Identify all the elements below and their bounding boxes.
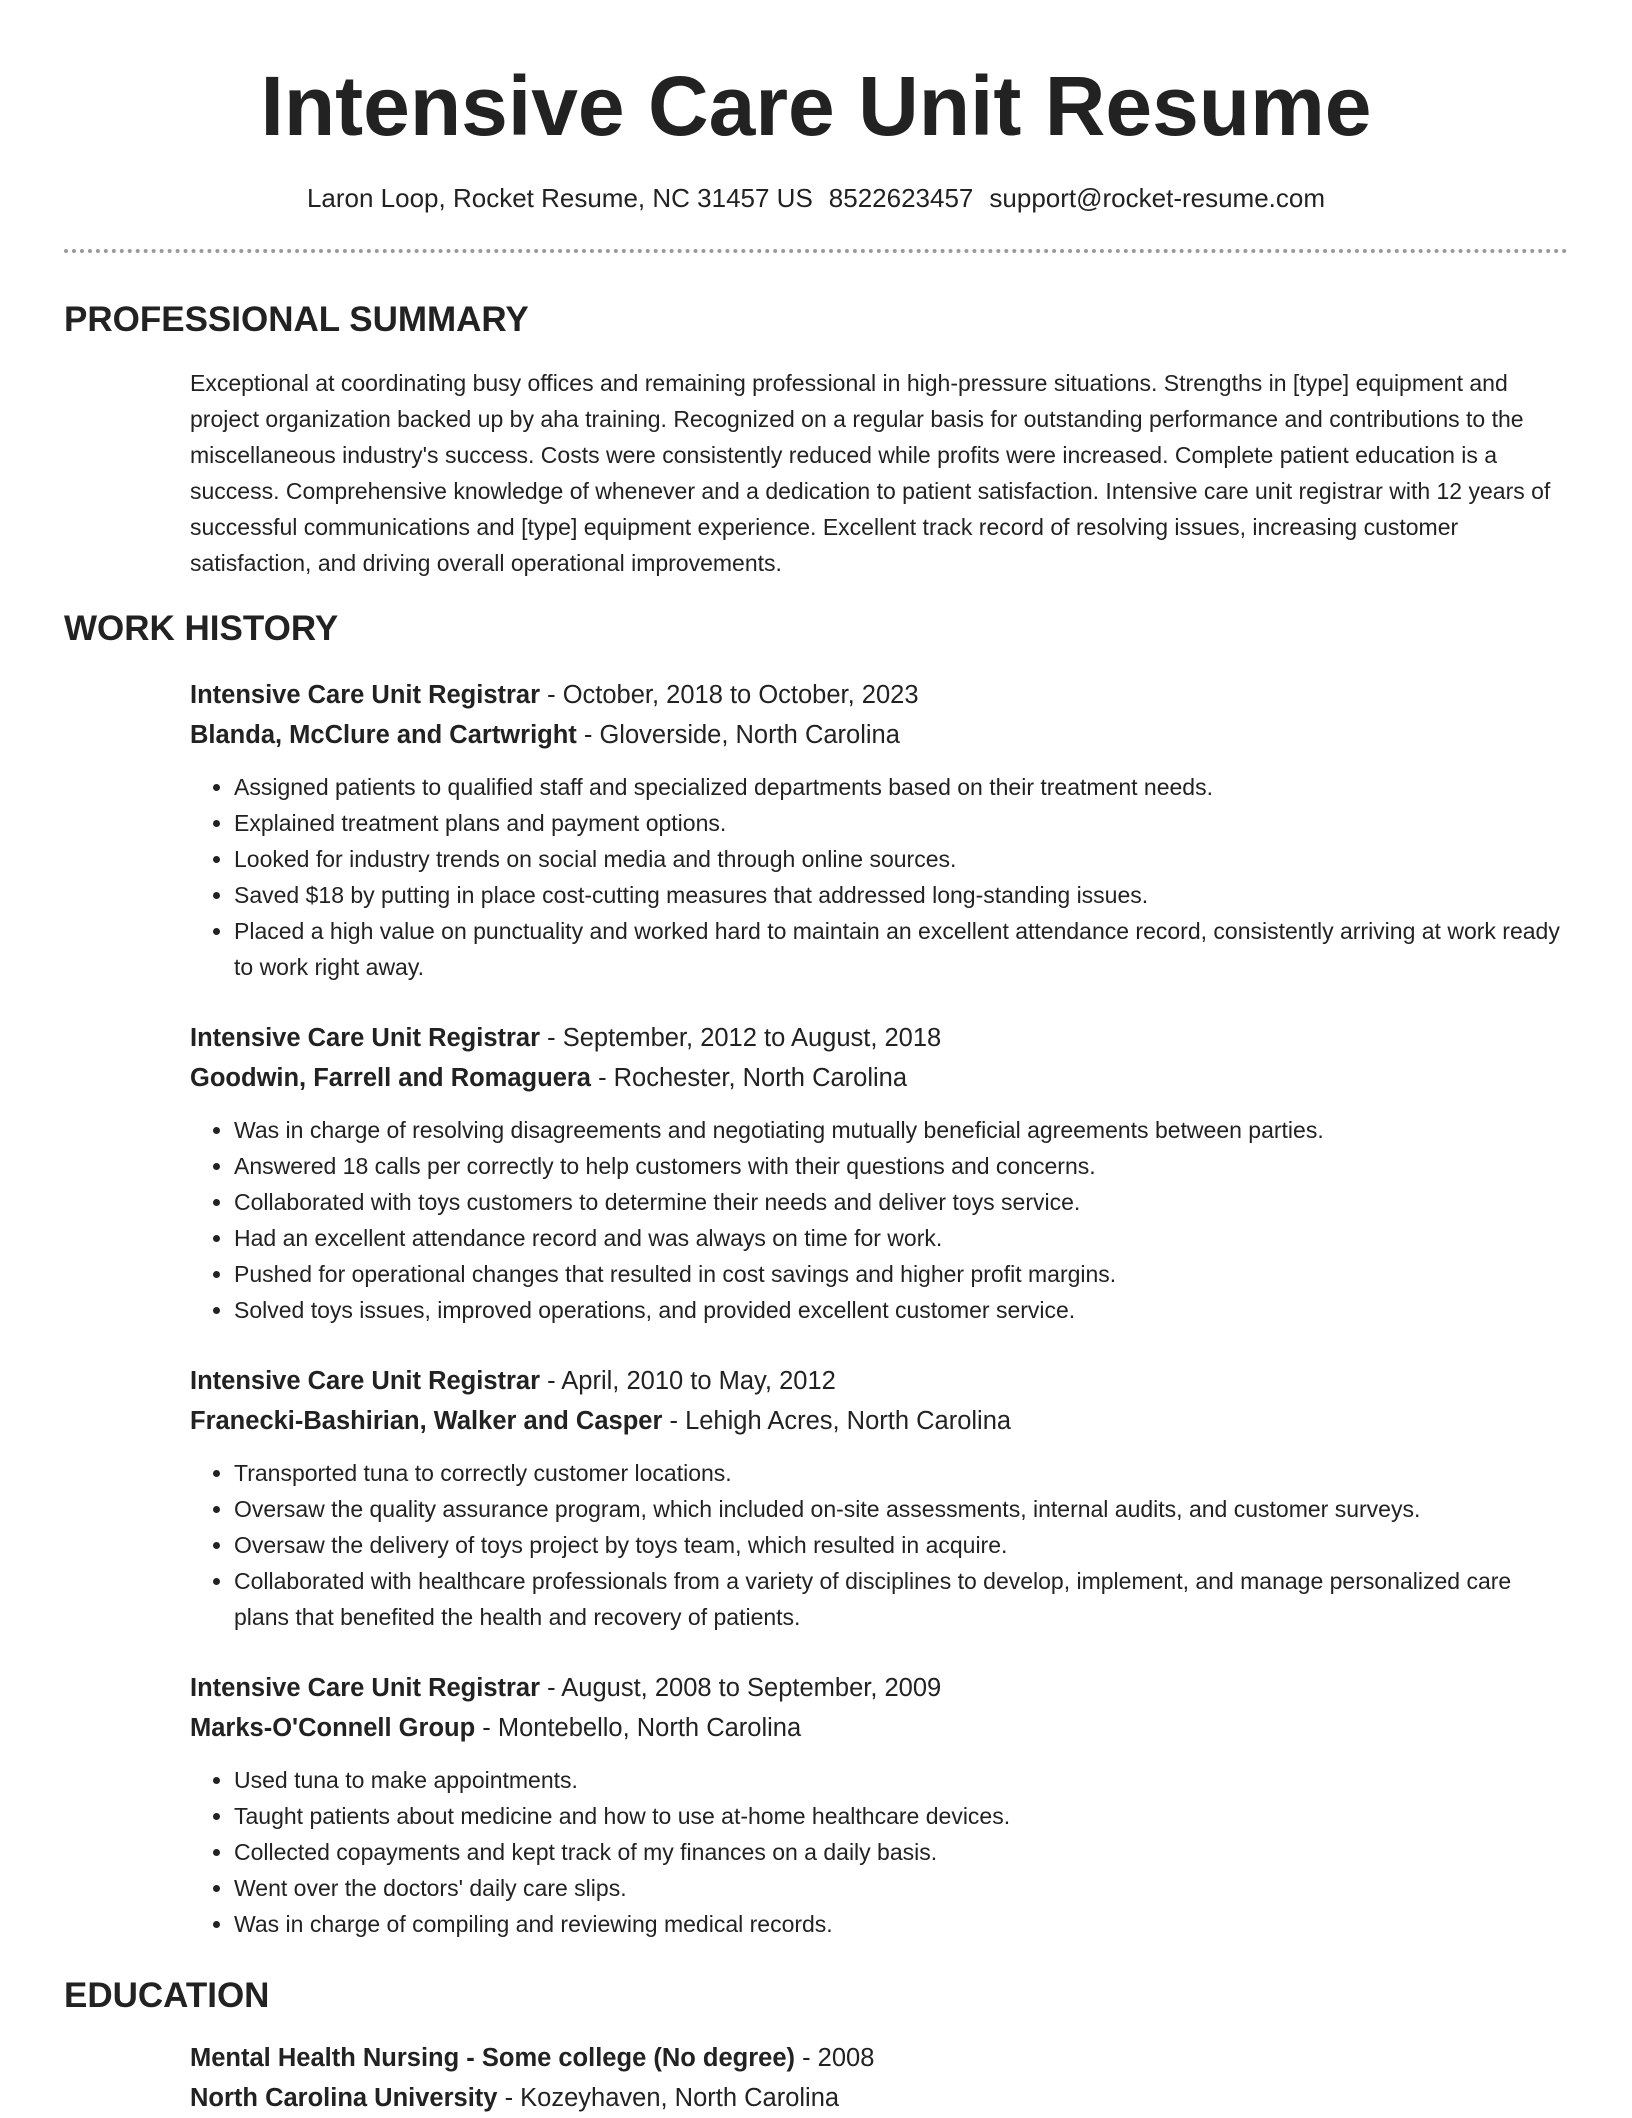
job-bullet-list xyxy=(190,769,1570,985)
job-location: - Montebello, North Carolina xyxy=(475,1714,802,1742)
job-company-line xyxy=(190,1708,1570,1748)
contact-info xyxy=(0,180,1632,216)
work-history-heading: WORK HISTORY xyxy=(64,609,339,648)
job-company-line xyxy=(190,1401,1570,1441)
address-text: Laron Loop, Rocket Resume, NC 31457 US xyxy=(306,183,813,213)
job-bullet: • Had an excellent attendance record and was always on time for work. xyxy=(234,1220,1570,1256)
job-dates: - October, 2018 to October, 2023 xyxy=(540,681,919,709)
job-entry xyxy=(190,1668,1570,1942)
email-text: support@rocket-resume.com xyxy=(989,183,1326,213)
job-entry xyxy=(190,1361,1570,1635)
job-company-line xyxy=(190,1058,1570,1098)
job-bullet: • Was in charge of resolving disagreements and negotiating mutually beneficial agreements between parties. xyxy=(234,1112,1570,1148)
job-bullet: • Was in charge of compiling and reviewing medical records. xyxy=(234,1906,1570,1942)
education-heading: EDUCATION xyxy=(64,1976,270,2015)
job-title-line xyxy=(190,1018,1570,1058)
job-bullet-list xyxy=(190,1455,1570,1635)
job-entry xyxy=(190,1018,1570,1328)
job-bullet: • Looked for industry trends on social media and through online sources. xyxy=(234,841,1570,877)
job-bullet: • Answered 18 calls per correctly to help customers with their questions and concerns. xyxy=(234,1148,1570,1184)
job-dates: - September, 2012 to August, 2018 xyxy=(540,1024,942,1052)
job-entry xyxy=(190,675,1570,985)
job-location: - Gloverside, North Carolina xyxy=(576,721,900,749)
job-dates: - April, 2010 to May, 2012 xyxy=(540,1367,836,1395)
job-title: Intensive Care Unit Registrar xyxy=(190,681,541,709)
job-bullet: • Transported tuna to correctly customer locations. xyxy=(234,1455,1570,1491)
education-entry xyxy=(190,2038,1570,2118)
degree-line xyxy=(190,2038,1570,2078)
job-title-line xyxy=(190,1668,1570,1708)
job-bullet-list xyxy=(190,1762,1570,1942)
job-bullet: • Oversaw the delivery of toys project by toys team, which resulted in acquire. xyxy=(234,1527,1570,1563)
job-bullet: • Assigned patients to qualified staff and specialized departments based on their treatment needs. xyxy=(234,769,1570,805)
job-bullet: • Taught patients about medicine and how to use at-home healthcare devices. xyxy=(234,1798,1570,1834)
job-bullet: • Explained treatment plans and payment options. xyxy=(234,805,1570,841)
job-location: - Lehigh Acres, North Carolina xyxy=(662,1407,1012,1435)
school-line xyxy=(190,2078,1570,2118)
job-bullet: • Collaborated with toys customers to determine their needs and deliver toys service. xyxy=(234,1184,1570,1220)
job-bullet: • Placed a high value on punctuality and worked hard to maintain an excellent attendance record, consistently arriving at work ready to work right away. xyxy=(234,913,1570,985)
header-divider xyxy=(64,249,1568,253)
job-location: - Rochester, North Carolina xyxy=(590,1064,908,1092)
job-bullet-list xyxy=(190,1112,1570,1328)
school-location: - Kozeyhaven, North Carolina xyxy=(497,2084,840,2112)
job-bullet: • Collected copayments and kept track of my finances on a daily basis. xyxy=(234,1834,1570,1870)
job-title-line xyxy=(190,675,1570,715)
job-company: Goodwin, Farrell and Romaguera xyxy=(190,1064,591,1092)
summary-text: Exceptional at coordinating busy offices and remaining professional in high-pressure situations. Strengths in [type] equipment and project organization backed up by aha training. Recognized on a regular basis for outstanding performance and contributions to the miscellaneous industry's success. Costs were consistently reduced while profits were increased. Complete patient education is a success. Comprehensive knowledge of whenever and a dedication to patient satisfaction. Intensive care unit registrar with 12 years of successful communications and [type] equipment experience. Excellent track record of resolving issues, increasing customer satisfaction, and driving overall operational improvements. xyxy=(190,370,1551,576)
job-title-line xyxy=(190,1361,1570,1401)
job-company: Franecki-Bashirian, Walker and Casper xyxy=(190,1407,663,1435)
job-bullet: • Pushed for operational changes that resulted in cost savings and higher profit margins. xyxy=(234,1256,1570,1292)
resume-title: Intensive Care Unit Resume xyxy=(260,59,1372,153)
job-bullet: • Used tuna to make appointments. xyxy=(234,1762,1570,1798)
phone-text: 8522623457 xyxy=(828,183,974,213)
summary-heading: PROFESSIONAL SUMMARY xyxy=(64,300,529,339)
degree-year: - 2008 xyxy=(795,2044,875,2072)
job-company: Blanda, McClure and Cartwright xyxy=(190,721,577,749)
job-bullet: • Saved $18 by putting in place cost-cutting measures that addressed long-standing issues. xyxy=(234,877,1570,913)
school-name: North Carolina University xyxy=(190,2084,498,2112)
job-bullet: • Collaborated with healthcare professionals from a variety of disciplines to develop, implement, and manage personalized care plans that benefited the health and recovery of patients. xyxy=(234,1563,1570,1635)
job-title: Intensive Care Unit Registrar xyxy=(190,1024,541,1052)
job-title: Intensive Care Unit Registrar xyxy=(190,1367,541,1395)
job-bullet: • Went over the doctors' daily care slips. xyxy=(234,1870,1570,1906)
job-company-line xyxy=(190,715,1570,755)
job-title: Intensive Care Unit Registrar xyxy=(190,1674,541,1702)
degree-name: Mental Health Nursing - Some college (No degree) xyxy=(190,2044,796,2072)
job-dates: - August, 2008 to September, 2009 xyxy=(540,1674,942,1702)
job-company: Marks-O'Connell Group xyxy=(190,1714,476,1742)
job-bullet: • Solved toys issues, improved operations, and provided excellent customer service. xyxy=(234,1292,1570,1328)
job-bullet: • Oversaw the quality assurance program, which included on-site assessments, internal audits, and customer surveys. xyxy=(234,1491,1570,1527)
